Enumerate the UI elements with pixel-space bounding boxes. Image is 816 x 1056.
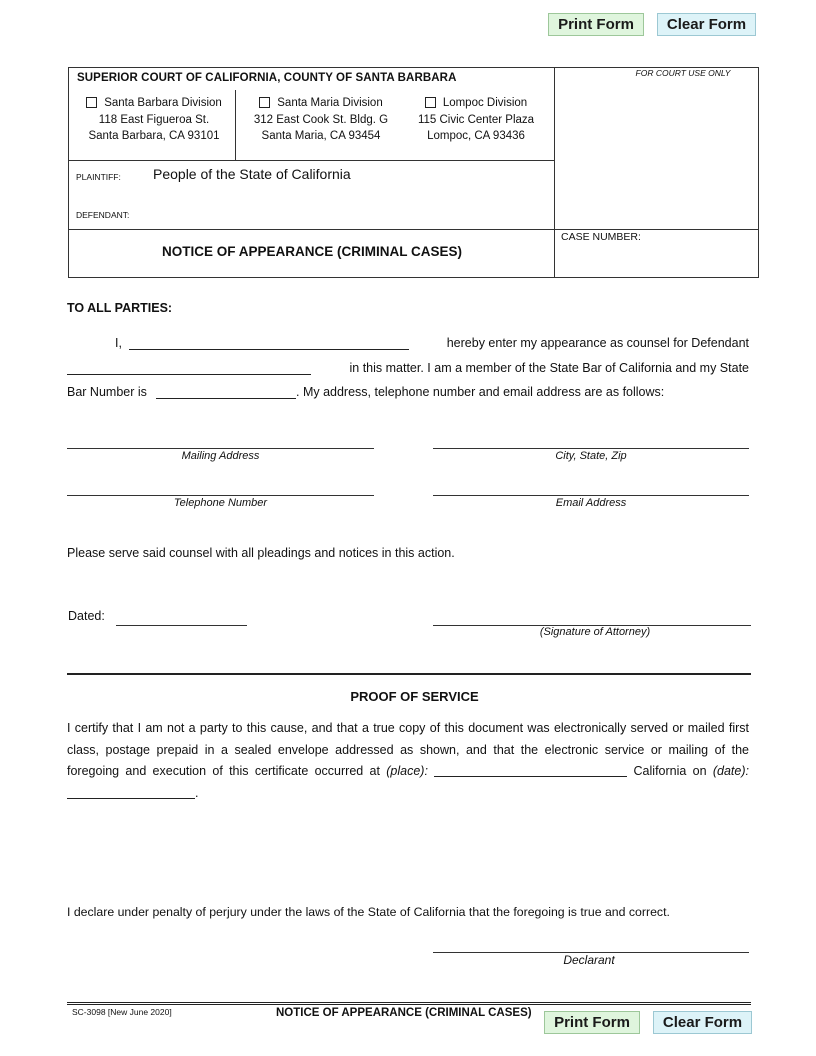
clear-form-button[interactable]: Clear Form [657,13,756,36]
mailing-address-label: Mailing Address [181,450,260,462]
division-city: Santa Barbara, CA 93101 [88,130,220,142]
division-santa-barbara [71,95,237,145]
to-all-parties-heading: TO ALL PARTIES: [67,301,173,315]
division-name: Santa Barbara Division [104,97,222,109]
division-city: Santa Maria, CA 93454 [261,130,381,142]
lompoc-checkbox[interactable] [425,97,436,108]
declarant-label: Declarant [563,953,615,967]
print-form-button-bottom[interactable]: Print Form [544,1011,640,1034]
document-title: NOTICE OF APPEARANCE (CRIMINAL CASES) [161,244,462,259]
place-field[interactable] [434,764,627,777]
division-santa-maria [238,95,404,145]
line3-start: Bar Number is [67,385,147,399]
division-name: Santa Maria Division [277,97,383,109]
defendant-label: DEFENDANT: [76,210,130,220]
email-label: Email Address [555,497,627,509]
defendant-field[interactable] [139,204,539,222]
santa-maria-checkbox[interactable] [259,97,270,108]
line1-start: I, [115,336,122,350]
appearance-line-3 [67,385,749,403]
division-street: 118 East Figueroa St. [98,113,210,126]
footer-rule-bottom [67,1004,751,1005]
line2-end: in this matter. I am a member of the State Bar of California and my State [349,361,749,375]
division-lompoc [393,95,559,145]
santa-barbara-checkbox[interactable] [86,97,97,108]
proof-of-service-title: PROOF OF SERVICE [350,689,479,704]
division-street: 312 East Cook St. Bldg. G [253,113,389,126]
california-on: California on [633,764,707,778]
division-street: 115 Civic Center Plaza [417,113,535,126]
place-label: (place): [386,764,428,778]
proof-text: I certify that I am not a party to this cause, and that a true copy of this document was electronically served or mailed first class, postage prepaid in a sealed envelope addressed as shown, and that the electronic service or mailing of the foregoing and execution of this certificate occurred at [67,721,749,778]
plaintiff-label: PLAINTIFF: [76,172,121,182]
section-divider [67,673,751,675]
print-form-button[interactable]: Print Form [548,13,644,36]
city-state-zip-field[interactable] [433,448,749,449]
date-label: (date): [712,764,749,778]
dated-label: Dated: [68,609,105,623]
perjury-declaration: I declare under penalty of perjury under the laws of the State of California that the foregoing is true and correct. [67,905,670,919]
footer-title: NOTICE OF APPEARANCE (CRIMINAL CASES) [276,1007,532,1019]
court-use-only-label: FOR COURT USE ONLY [635,68,731,78]
bar-number-field[interactable] [156,386,296,399]
serve-statement: Please serve said counsel with all pleadings and notices in this action. [67,546,455,560]
email-field[interactable] [433,495,749,496]
attorney-name-field[interactable] [129,337,409,350]
service-date-field[interactable] [67,786,195,799]
division-city: Lompoc, CA 93436 [427,130,525,142]
line1-end: hereby enter my appearance as counsel for Defendant [446,336,749,350]
footer-rule-top [67,1002,751,1003]
division-name: Lompoc Division [442,97,528,109]
case-number-field[interactable] [561,248,751,270]
dated-field[interactable] [116,625,247,626]
appearance-line-1 [67,336,749,354]
mailing-address-field[interactable] [67,448,374,449]
case-number-label: CASE NUMBER: [561,231,641,243]
appearance-line-2 [67,361,749,379]
telephone-field[interactable] [67,495,374,496]
court-title: SUPERIOR COURT OF CALIFORNIA, COUNTY OF SANTA BARBARA [77,72,457,84]
case-caption [68,67,759,278]
clear-form-button-bottom[interactable]: Clear Form [653,1011,752,1034]
plaintiff-field[interactable]: People of the State of California [153,166,351,182]
proof-of-service-text [67,718,749,804]
attorney-signature-label: (Signature of Attorney) [539,626,651,638]
defendant-name-field[interactable] [67,362,311,375]
telephone-label: Telephone Number [173,497,268,509]
city-state-zip-label: City, State, Zip [555,450,627,462]
period: . [195,785,199,800]
line3-end: . My address, telephone number and email address are as follows: [296,385,665,399]
form-id: SC-3098 [New June 2020] [72,1007,172,1017]
